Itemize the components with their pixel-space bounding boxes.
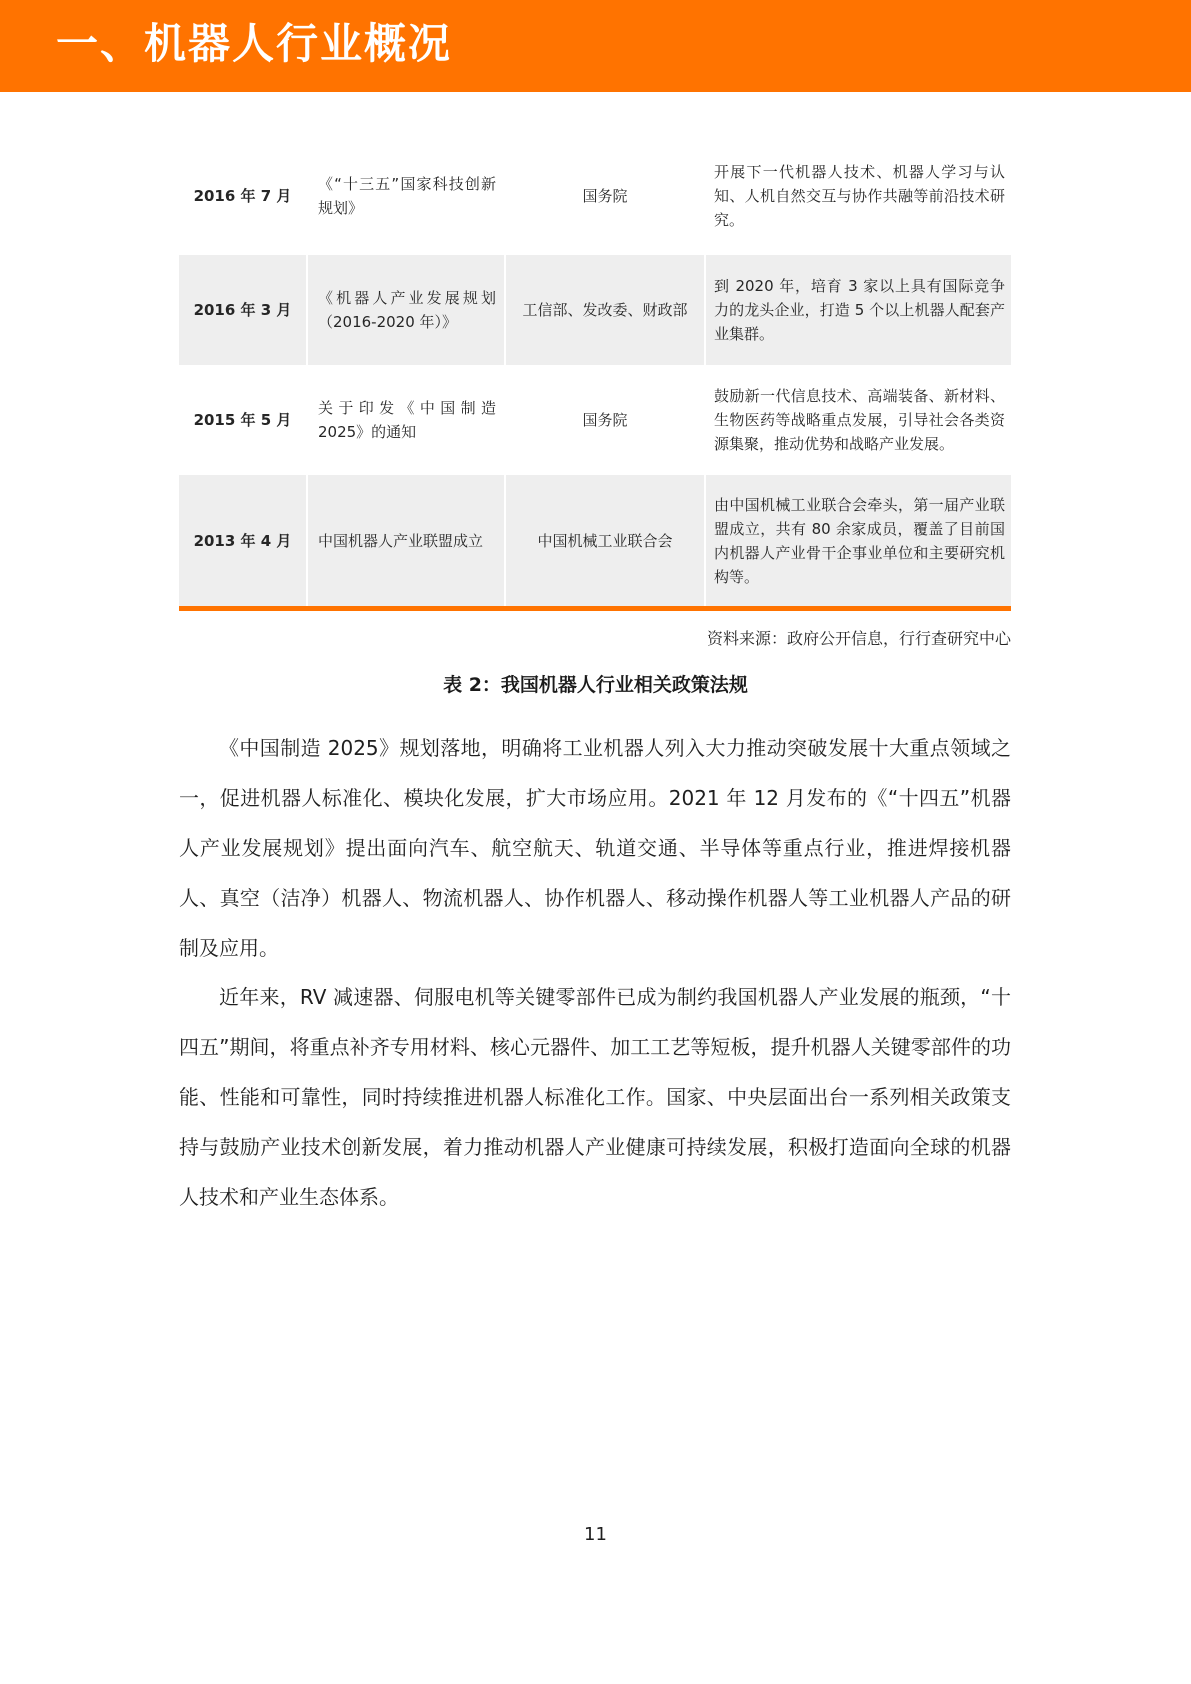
table-row bbox=[179, 365, 1011, 475]
policy-issuer: 国务院 bbox=[505, 365, 705, 475]
table-caption: 表 2：我国机器人行业相关政策法规 bbox=[443, 674, 748, 696]
table-row bbox=[179, 475, 1011, 609]
policy-content: 鼓励新一代信息技术、高端装备、新材料、生物医药等战略重点发展，引导社会各类资源集聚，推动优势和战略产业发展。 bbox=[714, 387, 1005, 453]
policy-title: 关于印发《中国制造 2025》的通知 bbox=[307, 365, 505, 475]
policy-content: 由中国机械工业联合会牵头，第一届产业联盟成立，共有 80 余家成员，覆盖了目前国内机器人产业骨干企事业单位和主要研究机构等。 bbox=[705, 475, 1011, 609]
policy-date: 2013 年 4 月 bbox=[179, 475, 307, 609]
body-paragraph: 近年来，RV 减速器、伺服电机等关键零部件已成为制约我国机器人产业发展的瓶颈，“十四五”期间，将重点补齐专用材料、核心元器件、加工工艺等短板，提升机器人关键零部件的功能、性能和可靠性，同时持续推进机器人标准化工作。国家、中央层面出台一系列相关政策支持与鼓励产业技术创新发展，着力推动机器人产业健康可持续发展，积极打造面向全球的机器人技术和产业生态体系。 bbox=[179, 985, 1011, 1209]
page-number: 11 bbox=[584, 1524, 607, 1545]
policy-content: 到 2020 年，培育 3 家以上具有国际竞争力的龙头企业，打造 5 个以上机器人配套产业集群。 bbox=[705, 255, 1011, 365]
policy-date: 2016 年 3 月 bbox=[179, 255, 307, 365]
policy-date: 2015 年 5 月 bbox=[179, 365, 307, 475]
policy-title: 《机器人产业发展规划（2016-2020 年）》 bbox=[307, 255, 505, 365]
section-header-bar bbox=[0, 0, 1191, 92]
source-note: 资料来源：政府公开信息，行行查研究中心 bbox=[706, 629, 1011, 648]
policy-issuer: 工信部、发改委、财政部 bbox=[505, 255, 705, 365]
body-paragraph: 《中国制造 2025》规划落地，明确将工业机器人列入大力推动突破发展十大重点领域之一，促进机器人标准化、模块化发展，扩大市场应用。2021 年 12 月发布的《“十四五”机器人产业发展规划》提出面向汽车、航空航天、轨道交通、半导体等重点行业，推进焊接机器人、真空（洁净）机器人、物流机器人、协作机器人、移动操作机器人等工业机器人产品的研制及应用。 bbox=[179, 736, 1011, 960]
body-paragraph-container bbox=[179, 723, 1011, 973]
policy-issuer: 国务院 bbox=[505, 137, 705, 255]
body-paragraph-container bbox=[179, 972, 1011, 1222]
policy-title: 中国机器人产业联盟成立 bbox=[307, 475, 505, 609]
policy-content: 开展下一代机器人技术、机器人学习与认知、人机自然交互与协作共融等前沿技术研究。 bbox=[714, 163, 1005, 229]
table-row bbox=[179, 137, 1011, 255]
policy-title: 《“十三五”国家科技创新规划》 bbox=[307, 137, 505, 255]
table-row bbox=[179, 255, 1011, 365]
policy-table bbox=[179, 137, 1011, 611]
policy-issuer: 中国机械工业联合会 bbox=[505, 475, 705, 609]
section-title: 一、机器人行业概况 bbox=[56, 19, 453, 68]
policy-date: 2016 年 7 月 bbox=[179, 137, 307, 255]
